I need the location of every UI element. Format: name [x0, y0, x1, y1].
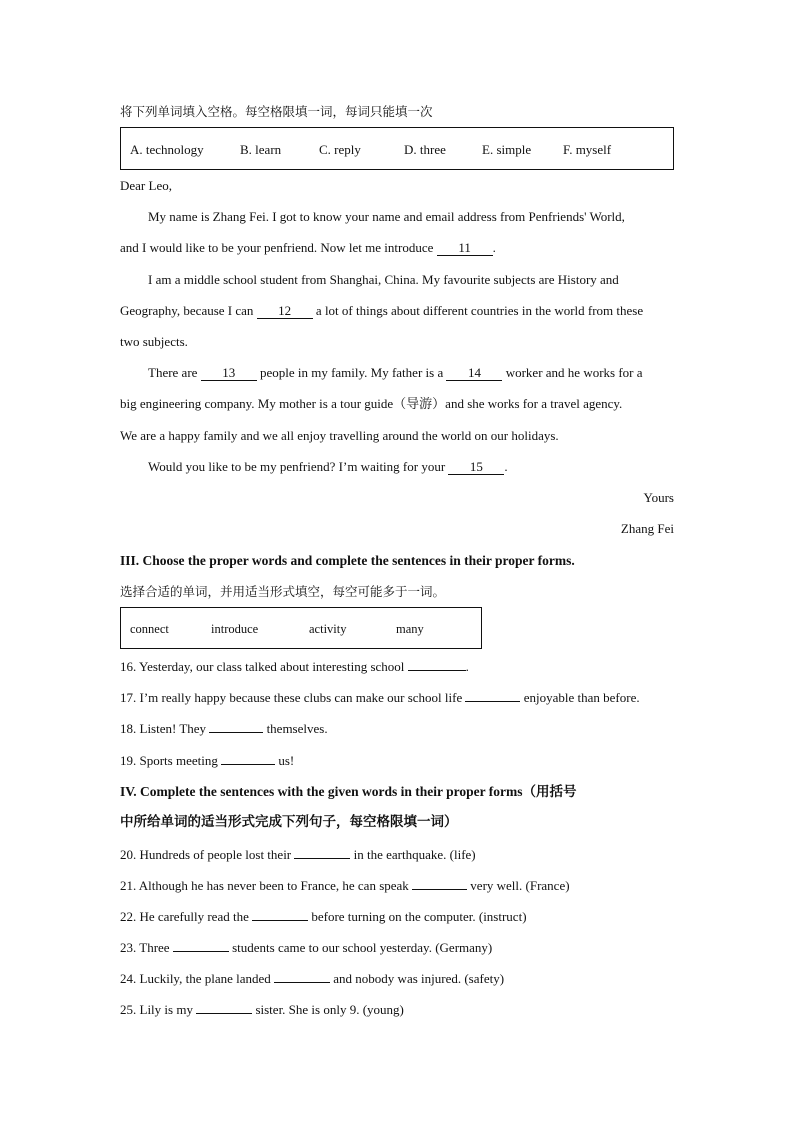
q23-text: 23. Three [120, 940, 170, 955]
q19-end: us! [278, 753, 295, 768]
p3-text-a: There are [148, 365, 198, 380]
q16-blank[interactable] [408, 658, 466, 671]
p1-text: and I would like to be your penfriend. Now let me introduce [120, 240, 434, 255]
q25-text: 25. Lily is my [120, 1002, 193, 1017]
section3-word-box [120, 607, 482, 649]
option-b: B. learn [240, 142, 282, 157]
letter-p3-line2: big engineering company. My mother is a tour guide（导游）and she works for a travel agency. [120, 396, 623, 411]
q22-blank[interactable] [252, 908, 308, 921]
question-16 [120, 658, 469, 675]
q19-text: 19. Sports meeting [120, 753, 218, 768]
q24-end: and nobody was injured. (safety) [333, 971, 505, 986]
question-21 [120, 877, 570, 894]
question-17 [120, 689, 640, 706]
blank-13: 13 [201, 366, 257, 381]
question-24 [120, 970, 504, 987]
q16-text: 16. Yesterday, our class talked about interesting school [120, 659, 405, 674]
section2-instruction: 将下列单词填入空格。每空格限填一词，每词只能填一次 [120, 104, 433, 119]
q18-end: themselves. [266, 721, 328, 736]
section4-title-line2: 中所给单词的适当形式完成下列句子，每空格限填一词） [120, 814, 458, 829]
q17-text: 17. I’m really happy because these clubs can make our school life [120, 690, 463, 705]
question-19 [120, 752, 294, 769]
p2-text-a: Geography, because I can [120, 303, 254, 318]
p1-end: . [492, 240, 496, 255]
q24-text: 24. Luckily, the plane landed [120, 971, 271, 986]
option-d: D. three [404, 142, 446, 157]
letter-p2-line2 [120, 303, 643, 319]
q20-text: 20. Hundreds of people lost their [120, 847, 292, 862]
question-22 [120, 908, 527, 925]
question-20 [120, 846, 476, 863]
q23-end: students came to our school yesterday. (Germany) [232, 940, 493, 955]
letter-p3-line3: We are a happy family and we all enjoy travelling around the world on our holidays. [120, 428, 559, 443]
q23-blank[interactable] [173, 939, 229, 952]
q18-text: 18. Listen! They [120, 721, 207, 736]
letter-p1-line1: My name is Zhang Fei. I got to know your name and email address from Penfriends' World, [148, 209, 625, 224]
section3-instruction: 选择合适的单词，并用适当形式填空，每空可能多于一词。 [120, 584, 446, 599]
q16-end: . [465, 659, 469, 674]
letter-p2-line1: I am a middle school student from Shanghai, China. My favourite subjects are History and [148, 272, 619, 287]
p4-end: . [504, 459, 508, 474]
blank-15: 15 [448, 460, 504, 475]
option-a: A. technology [130, 142, 204, 157]
p2-text-b: a lot of things about different countries in the world from these [315, 303, 644, 318]
q24-blank[interactable] [274, 970, 330, 983]
q22-text: 22. He carefully read the [120, 909, 249, 924]
q20-blank[interactable] [294, 846, 350, 859]
letter-closing: Yours [643, 490, 674, 505]
q25-end: sister. She is only 9. (young) [255, 1002, 404, 1017]
letter-p2-line3: two subjects. [120, 334, 188, 349]
q17-end: enjoyable than before. [523, 690, 640, 705]
option-f: F. myself [563, 142, 612, 157]
p3-text-b: people in my family. My father is a [259, 365, 444, 380]
q20-end: in the earthquake. (life) [353, 847, 476, 862]
word-bank-box [120, 127, 674, 170]
word-connect: connect [130, 622, 169, 636]
blank-14: 14 [446, 366, 502, 381]
q21-text: 21. Although he has never been to France, he can speak [120, 878, 409, 893]
q22-end: before turning on the computer. (instruct) [311, 909, 527, 924]
section3-title: III. Choose the proper words and complete the sentences in their proper forms. [120, 553, 575, 568]
word-activity: activity [309, 622, 347, 636]
q21-end: very well. (France) [470, 878, 570, 893]
p3-text-c: worker and he works for a [505, 365, 643, 380]
q25-blank[interactable] [196, 1001, 252, 1014]
q21-blank[interactable] [412, 877, 467, 890]
question-25 [120, 1001, 404, 1018]
q19-blank[interactable] [221, 752, 275, 765]
question-23 [120, 939, 492, 956]
option-e: E. simple [482, 142, 532, 157]
letter-p3-line1 [120, 365, 643, 381]
letter-signature: Zhang Fei [620, 521, 674, 536]
blank-11: 11 [437, 241, 493, 256]
blank-12: 12 [257, 304, 313, 319]
q18-blank[interactable] [209, 720, 263, 733]
question-18 [120, 720, 328, 737]
word-many: many [396, 622, 424, 636]
option-c: C. reply [319, 142, 361, 157]
section4-title-line1: IV. Complete the sentences with the given words in their proper forms（用括号 [120, 784, 577, 799]
letter-greeting: Dear Leo, [120, 178, 172, 193]
q17-blank[interactable] [465, 689, 520, 702]
p4-text: Would you like to be my penfriend? I’m waiting for your [148, 459, 446, 474]
letter-p1-line2 [120, 240, 496, 256]
word-introduce: introduce [211, 622, 259, 636]
letter-p4 [120, 459, 508, 475]
